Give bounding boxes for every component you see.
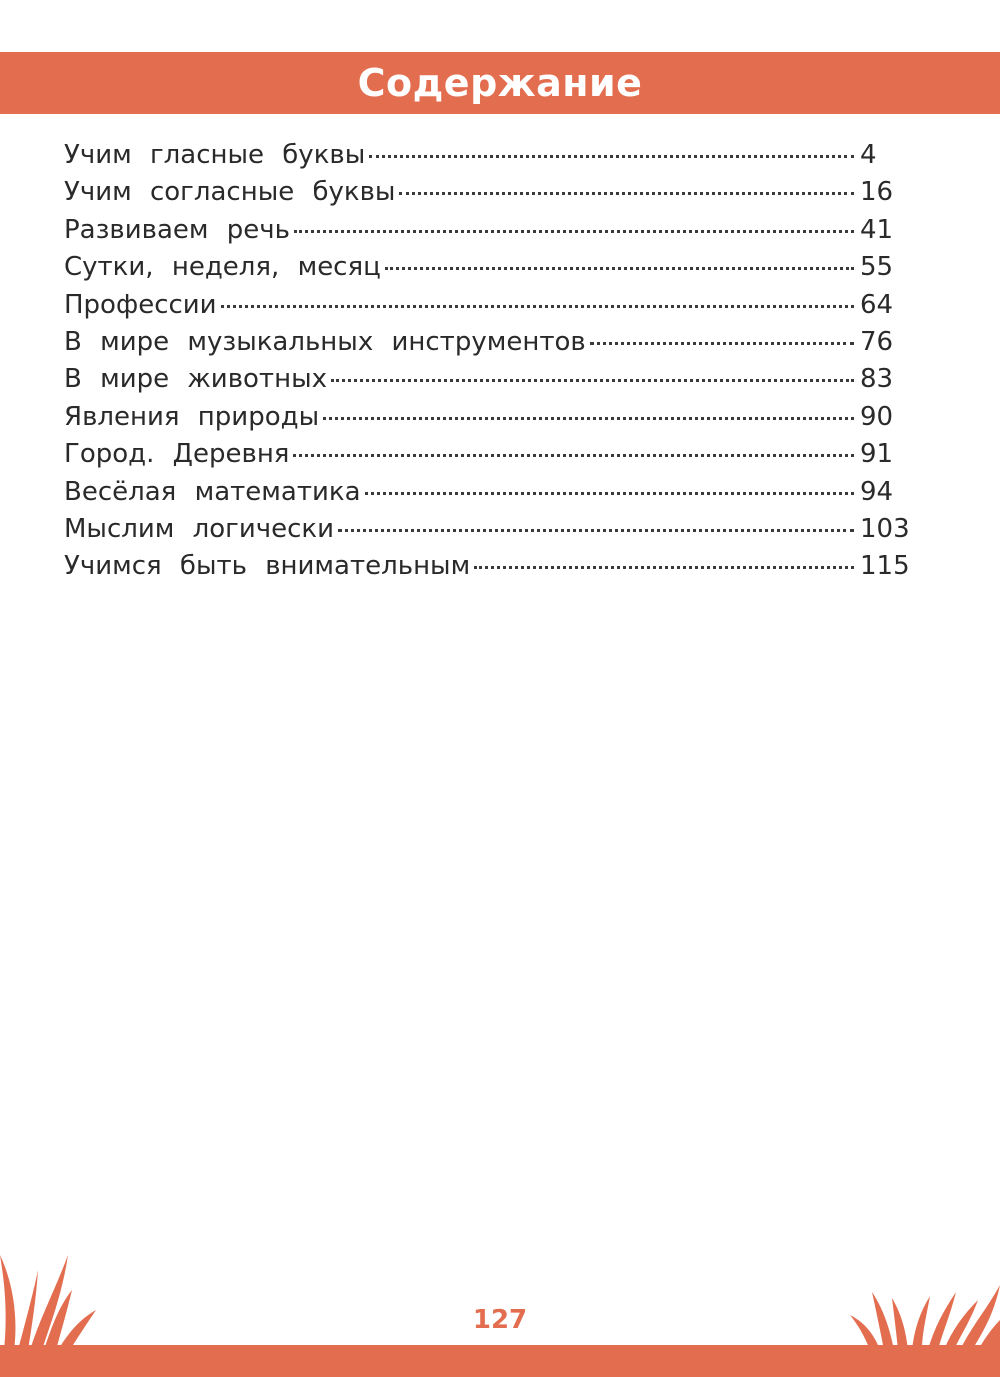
toc-entry-page: 55 — [860, 252, 894, 283]
toc-entry-page: 103 — [860, 513, 910, 544]
toc-entry[interactable] — [64, 439, 914, 476]
dot-leader — [399, 192, 854, 195]
toc-entry[interactable] — [64, 252, 914, 289]
toc-entry-page: 76 — [860, 326, 894, 357]
toc-entry-page: 115 — [860, 551, 910, 582]
toc-entry-page: 16 — [860, 177, 894, 208]
dot-leader — [323, 417, 854, 420]
toc-entry-label: Учимся быть внимательным — [64, 551, 471, 582]
table-of-contents — [64, 140, 914, 589]
toc-entry-label: В мире музыкальных инструментов — [64, 326, 586, 357]
header-band — [0, 52, 1000, 114]
toc-entry-label: В мире животных — [64, 364, 327, 395]
toc-entry-page: 94 — [860, 476, 894, 507]
toc-entry[interactable] — [64, 290, 914, 327]
toc-entry-label: Весёлая математика — [64, 476, 361, 507]
dot-leader — [590, 342, 854, 345]
toc-entry-label: Учим согласные буквы — [64, 177, 396, 208]
dot-leader — [474, 566, 854, 569]
footer-band — [0, 1345, 1000, 1377]
toc-entry-page: 64 — [860, 289, 894, 320]
toc-entry-page: 83 — [860, 364, 894, 395]
toc-entry-label: Учим гласные буквы — [64, 140, 366, 170]
dot-leader — [365, 492, 855, 495]
toc-entry[interactable] — [64, 551, 914, 588]
toc-entry[interactable] — [64, 215, 914, 252]
toc-entry-label: Мыслим логически — [64, 513, 334, 544]
dot-leader — [331, 379, 854, 382]
toc-entry-label: Сутки, неделя, месяц — [64, 252, 381, 283]
toc-entry-page: 91 — [860, 439, 894, 470]
toc-entry[interactable] — [64, 327, 914, 364]
toc-entry-label: Развиваем речь — [64, 214, 290, 245]
toc-entry-label: Город. Деревня — [64, 439, 290, 470]
dot-leader — [294, 230, 854, 233]
toc-entry-page: 41 — [860, 214, 894, 245]
dot-leader — [293, 454, 854, 457]
dot-leader — [385, 267, 854, 270]
toc-entry-label: Профессии — [64, 289, 217, 320]
toc-entry[interactable] — [64, 364, 914, 401]
toc-entry-page: 4 — [860, 140, 877, 170]
dot-leader — [221, 305, 854, 308]
page-title: Содержание — [357, 61, 643, 105]
toc-entry[interactable] — [64, 177, 914, 214]
toc-entry-label: Явления природы — [64, 401, 320, 432]
page-number: 127 — [472, 1305, 528, 1335]
dot-leader — [369, 155, 854, 158]
toc-entry[interactable] — [64, 402, 914, 439]
toc-entry[interactable] — [64, 477, 914, 514]
toc-entry-page: 90 — [860, 401, 894, 432]
toc-entry[interactable] — [64, 140, 914, 177]
dot-leader — [338, 529, 854, 532]
toc-entry[interactable] — [64, 514, 914, 551]
